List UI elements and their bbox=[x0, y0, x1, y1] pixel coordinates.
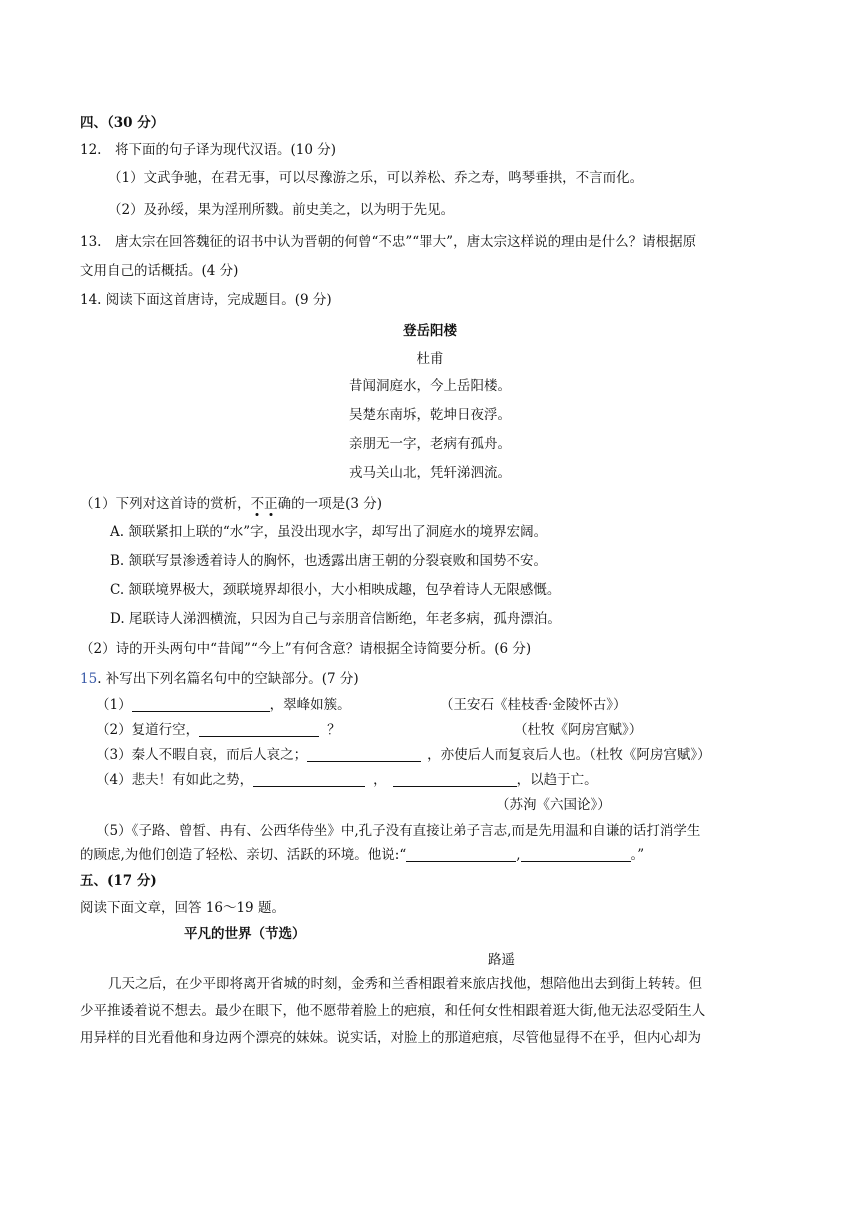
fill-2-suffix: ？ bbox=[327, 722, 341, 738]
question-14-1-text: （1）下列对这首诗的赏析， bbox=[80, 496, 251, 512]
blank-line bbox=[132, 697, 270, 712]
option-c: C. 颔联境界极大，颈联境界却很小，大小相映成趣，包孕着诗人无限感慨。 bbox=[110, 582, 561, 598]
fill-4-prefix: （4）悲夫！有如此之势， bbox=[96, 772, 254, 788]
blank-line bbox=[307, 747, 421, 762]
option-d: D. 尾联诗人涕泗横流，只因为自己与亲朋音信断绝，年老多病，孤舟漂泊。 bbox=[110, 611, 561, 627]
fill-blank-2 bbox=[96, 721, 341, 739]
fill-4-suffix: ，以趋于亡。 bbox=[516, 772, 598, 788]
fill-5-comma: , bbox=[516, 847, 521, 863]
question-12-item-1: （1）文武争驰，在君无事，可以尽豫游之乐，可以养松、乔之寿，鸣琴垂拱，不言而化。 bbox=[108, 170, 644, 186]
question-13-line-1: 13. 唐太宗在回答魏征的诏书中认为晋朝的何曾“不忠”“罪大”，唐太宗这样说的理由是什么？请根据原 bbox=[80, 234, 697, 250]
question-14-1 bbox=[80, 495, 382, 513]
poem-line: 戎马关山北，凭轩涕泗流。 bbox=[349, 465, 511, 481]
fill-5-suffix: 。” bbox=[630, 847, 645, 863]
blank-line bbox=[199, 722, 319, 737]
emphasis-char: 不 bbox=[250, 496, 265, 512]
fill-1-prefix: （1） bbox=[96, 697, 132, 713]
fill-1-suffix: ，翠峰如簇。 bbox=[269, 697, 351, 713]
poem-line: 亲朋无一字，老病有孤舟。 bbox=[349, 436, 511, 452]
emphasis-char: 正 bbox=[264, 496, 278, 512]
section-four-heading: 四、（30 分） bbox=[80, 115, 165, 131]
fill-3-prefix: （3）秦人不暇自哀，而后人哀之； bbox=[96, 747, 308, 763]
poem-line: 吴楚东南坼，乾坤日夜浮。 bbox=[349, 407, 511, 423]
reading-intro: 阅读下面文章，回答 16～19 题。 bbox=[80, 900, 285, 916]
fill-2-source: （杜牧《阿房宫赋》） bbox=[514, 722, 643, 738]
question-14-2: （2）诗的开头两句中“昔闻”“今上”有何含意？请根据全诗简要分析。(6 分) bbox=[80, 641, 532, 657]
question-12: 12. 将下面的句子译为现代汉语。(10 分) bbox=[80, 142, 336, 158]
blank-line bbox=[521, 847, 631, 862]
option-a: A. 颔联紧扣上联的“水”字，虽没出现水字，却写出了洞庭水的境界宏阔。 bbox=[110, 524, 548, 540]
fill-5-prefix: 的顾虑,为他们创造了轻松、亲切、活跃的环境。他说:“ bbox=[80, 847, 407, 863]
fill-3-suffix: ，亦使后人而复哀后人也。（杜牧《阿房宫赋》） bbox=[427, 747, 711, 763]
fill-blank-5-line-1: （5）《子路、曾皙、冉有、公西华侍坐》中,孔子没有直接让弟子言志,而是先用温和自谦的话打消学生 bbox=[96, 823, 701, 839]
fill-2-prefix: （2）复道行空， bbox=[96, 722, 200, 738]
blank-line bbox=[393, 772, 517, 787]
fill-blank-3 bbox=[96, 746, 711, 764]
blank-line bbox=[406, 847, 516, 862]
article-paragraph-line: 几天之后，在少平即将离开省城的时刻，金秀和兰香相跟着来旅店找他，想陪他出去到街上转转。但 bbox=[108, 976, 702, 992]
question-13-line-2: 文用自己的话概括。(4 分) bbox=[80, 263, 239, 279]
blank-line bbox=[253, 772, 365, 787]
fill-blank-4 bbox=[96, 771, 598, 789]
question-15-text: . 补写出下列名篇名句中的空缺部分。(7 分) bbox=[97, 671, 359, 687]
fill-4-comma: ， bbox=[373, 772, 387, 788]
poem-title: 登岳阳楼 bbox=[403, 323, 457, 339]
question-15 bbox=[80, 670, 359, 688]
poem-author: 杜甫 bbox=[416, 351, 444, 367]
option-b: B. 颔联写景渗透着诗人的胸怀，也透露出唐王朝的分裂衰败和国势不安。 bbox=[110, 553, 548, 569]
fill-4-source: （苏洵《六国论》） bbox=[496, 797, 611, 813]
article-paragraph-line: 用异样的目光看他和身边两个漂亮的妹妹。说实话，对脸上的那道疤痕，尽管他显得不在乎，但内心却为 bbox=[80, 1030, 701, 1046]
question-14: 14. 阅读下面这首唐诗，完成题目。(9 分) bbox=[80, 292, 332, 308]
poem-line: 昔闻洞庭水，今上岳阳楼。 bbox=[349, 378, 511, 394]
article-author: 路遥 bbox=[488, 952, 515, 968]
article-title: 平凡的世界（节选） bbox=[184, 926, 306, 942]
section-five-heading: 五、(17 分) bbox=[80, 873, 157, 889]
question-12-item-2: （2）及孙绥，果为淫刑所戮。前史美之，以为明于先见。 bbox=[108, 202, 455, 218]
question-15-number: 15 bbox=[80, 671, 98, 687]
fill-blank-5-line-2 bbox=[80, 846, 644, 864]
question-14-1-text-end: 确的一项是(3 分) bbox=[277, 496, 383, 512]
fill-blank-1 bbox=[96, 696, 351, 714]
fill-1-source: （王安石《桂枝香·金陵怀古》） bbox=[440, 697, 627, 713]
article-paragraph-line: 少平推诿着说不想去。最少在眼下，他不愿带着脸上的疤痕，和任何女性相跟着逛大街,他无法忍受陌生人 bbox=[80, 1003, 706, 1019]
